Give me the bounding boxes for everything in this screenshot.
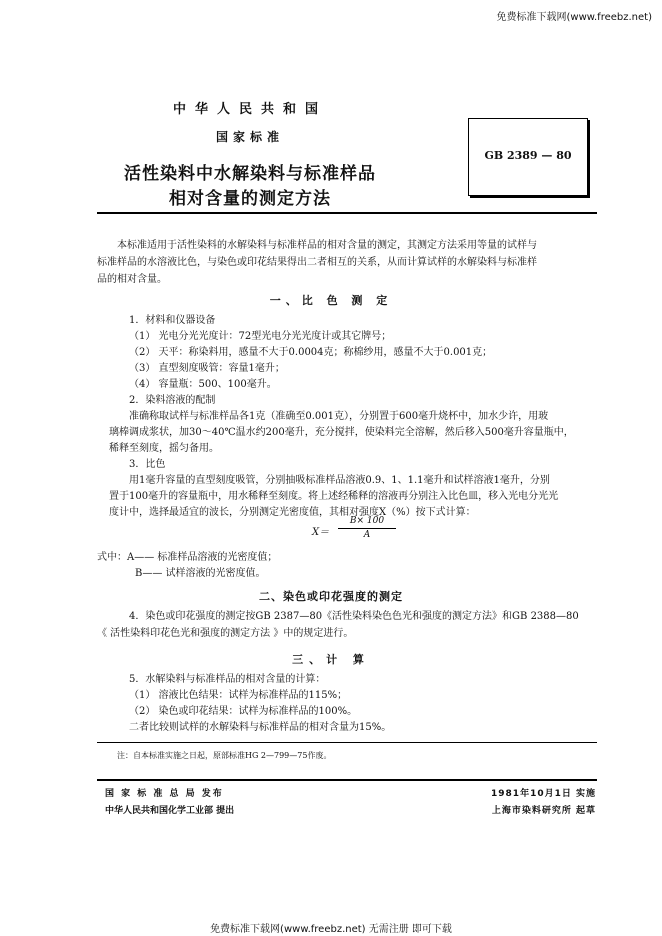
paragraph-line: 准确称取试样与标准样品各1克（准确至0.001克），分别置于600毫升烧杯中，加水少许，用玻 [129, 411, 549, 422]
formula-lhs: X＝ [312, 527, 330, 538]
title-divider [97, 212, 597, 214]
item-title: 1．材料和仪器设备 [129, 315, 216, 326]
paragraph-line: 用1毫升容量的直型刻度吸管，分别抽吸标准样品溶液0.9、1、1.1毫升和试样溶液1毫升，分别 [129, 475, 550, 486]
formula [312, 514, 432, 544]
paragraph-line: 置于100毫升的容量瓶中，用水稀释至刻度。将上述经稀释的溶液再分别注入比色皿，移入光电分光光 [109, 491, 559, 502]
gb-code-box [468, 118, 588, 196]
list-item: （3） 直型刻度吸管：容量1毫升； [129, 363, 285, 374]
paragraph-line: 二者比较则试样的水解染料与标准样品的相对含量为15%。 [129, 722, 392, 733]
note-divider [97, 742, 597, 743]
drafter: 上海市染料研究所 起草 [491, 806, 596, 816]
nation-name: 中华人民共和国 [172, 102, 327, 117]
formula-denominator: A [363, 530, 371, 540]
download-site-footer: 免费标准下载网(www.freebz.net) 无需注册 即可下载 [210, 924, 452, 935]
item-title: 2．染料溶液的配制 [129, 395, 216, 406]
variable-definition: B—— 试样溶液的光密度值。 [135, 568, 266, 579]
item-title: 3．比色 [129, 459, 166, 470]
list-item: （2） 染色或印花结果：试样为标准样品的100%。 [129, 706, 358, 717]
issuer: 国 家 标 准 总 局 发布 [105, 789, 224, 799]
footnote: 注：自本标准实施之日起，原部标准HG 2—799—75作废。 [117, 751, 332, 760]
intro-line: 品的相对含量。 [97, 274, 167, 285]
download-site-header: 免费标准下载网(www.freebz.net) [496, 12, 652, 23]
list-item: （2） 天平：称染料用，感量不大于0.0004克；称棉纱用，感量不大于0.001克； [129, 347, 493, 358]
section-heading-1: 一、比 色 测 定 [269, 294, 393, 307]
item-title: 5．水解染料与标准样品的相对含量的计算： [129, 674, 326, 685]
list-item: （1） 光电分光光度计：72型光电分光光度计或其它牌号； [129, 331, 392, 342]
title-line-2: 相对含量的测定方法 [169, 189, 331, 209]
paragraph-line: 《 活性染料印花色光和强度的测定方法 》中的规定进行。 [97, 628, 354, 639]
paragraph-line: 稀释至刻度，摇匀备用。 [109, 443, 219, 454]
section-heading-3: 三、计 算 [292, 653, 370, 666]
gb-code: GB 2389 — 80 [484, 149, 572, 162]
variable-definition: 式中：A—— 标准样品溶液的光密度值； [97, 552, 278, 563]
paragraph-line: 4．染色或印花强度的测定按GB 2387—80《活性染料染色色光和强度的测定方法》和GB 2388—80 [129, 611, 579, 622]
paragraph-line: 璃棒调成浆状，加30～40℃温水约200毫升，充分搅拌，使染料完全溶解，然后移入500毫升容量瓶中， [109, 427, 574, 438]
list-item: （4） 容量瓶：500、100毫升。 [129, 379, 277, 390]
list-item: （1） 溶液比色结果：试样为标准样品的115%； [129, 690, 348, 701]
paragraph-line: 度计中，选择最适宜的波长，分别测定光密度值，其相对强度X（%）按下式计算： [109, 507, 476, 518]
title-line-1: 活性染料中水解染料与标准样品 [124, 164, 376, 184]
effective-date: 1981年10月1日 实施 [491, 789, 596, 799]
fraction-bar [338, 528, 396, 529]
standard-type: 国家标准 [215, 130, 284, 144]
section-heading-2: 二、染色或印花强度的测定 [259, 590, 403, 603]
footer-divider [97, 779, 597, 781]
intro-line: 本标准适用于活性染料的水解染料与标准样品的相对含量的测定，其测定方法采用等量的试样与 [117, 240, 537, 251]
proposer: 中华人民共和国化学工业部 提出 [105, 806, 235, 816]
intro-line: 标准样品的水溶液比色，与染色或印花结果得出二者相互的关系，从而计算试样的水解染料与标准样 [97, 257, 537, 268]
formula-numerator: B× 100 [349, 516, 385, 526]
